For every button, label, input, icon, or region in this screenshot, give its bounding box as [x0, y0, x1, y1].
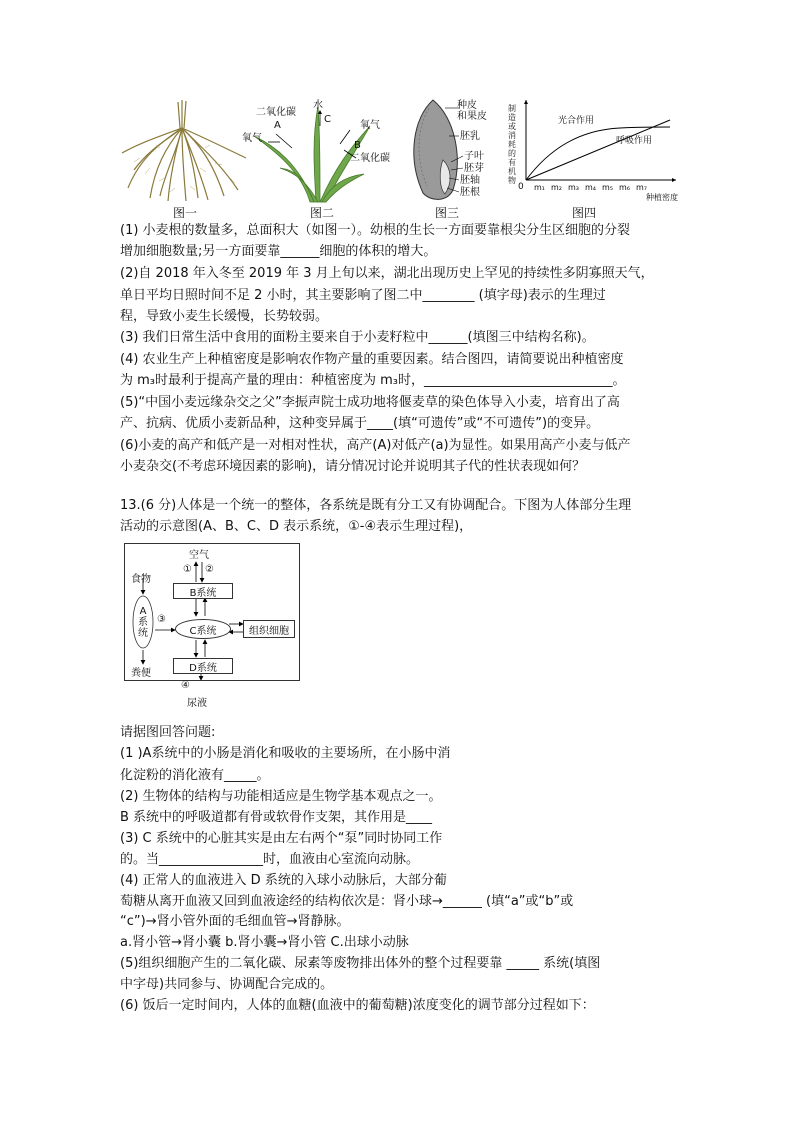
fig4-tick-m5: m₅ — [602, 183, 613, 192]
q13-line: (5)组织细胞产生的二氧化碳、尿素等废物排出体外的整个过程要靠 _____ 系统(填图 — [120, 956, 601, 971]
q12-line: (1) 小麦根的数量多，总面积大（如图一）。幼根的生长一方面要靠根尖分生区细胞的分裂 — [120, 223, 631, 238]
fig2-water-label: 水 — [313, 100, 323, 111]
a-system-char: 统 — [138, 628, 148, 639]
q13-line: (4) 正常人的血液进入 D 系统的入球小动脉后，大部分葡 — [120, 873, 447, 888]
fig3-hypocotyl-label: 胚轴 — [460, 175, 480, 186]
q12-line: (4) 农业生产上种植密度是影响农作物产量的重要因素。结合图四，请简要说出种植密度 — [120, 352, 624, 367]
figure-3-wheat-seed — [405, 98, 505, 220]
q12-line: (5)“中国小麦远缘杂交之父”李振声院士成功地将偃麦草的染色体导入小麦，培育出了高 — [120, 395, 620, 410]
roots-illustration — [120, 98, 250, 203]
fig2-o2-left-label: 氧气 — [242, 133, 262, 144]
fig4-tick-m4: m₄ — [585, 183, 596, 192]
fig2-co2-left-label: 二氧化碳 — [256, 107, 296, 118]
fig4-tick-m3: m₃ — [568, 183, 579, 192]
q13-line: 的。当________________时，血液由心室流向动脉。 — [120, 852, 420, 867]
q12-line: (3) 我们日常生活中食用的面粉主要来自于小麦籽粒中______(填图三中结构名称)。 — [120, 330, 595, 345]
diagram-a-system — [137, 606, 149, 639]
fig3-pericarp-label: 和果皮 — [457, 111, 487, 122]
fig3-radicle-label: 胚根 — [460, 187, 480, 198]
fig2-b-label: B — [354, 140, 361, 151]
fig4-tick-m6: m₆ — [619, 183, 630, 192]
q13-line: 化淀粉的消化液有_____。 — [120, 768, 270, 783]
fig2-c-label: C — [324, 114, 331, 125]
q12-line: 程，导致小麦生长缓慢，长势较弱。 — [120, 309, 329, 324]
human-systems-diagram — [124, 543, 300, 681]
q13-intro-line: 13.(6 分)人体是一个统一的整体，各系统是既有分工又有协调配合。下图为人体部分生理 — [120, 498, 632, 513]
fig2-a-label: A — [274, 120, 281, 131]
diagram-b-system: B系统 — [173, 583, 233, 599]
diagram-d-system: D系统 — [173, 658, 233, 674]
figure-1-roots — [120, 98, 250, 220]
a-system-char: 系 — [138, 617, 148, 628]
q12-line: 小麦杂交(不考虑环境因素的影响)，请分情况讨论并说明其子代的性状表现如何？ — [120, 459, 586, 474]
q13-line: (2) 生物体的结构与功能相适应是生物学基本观点之一。 — [120, 789, 442, 804]
figure-2-caption: 图二 — [310, 206, 335, 220]
q13-line: “c”)→肾小管外面的毛细血管→肾静脉。 — [120, 914, 350, 929]
diagram-process-2: ② — [205, 564, 214, 575]
diagram-process-4: ④ — [181, 680, 190, 691]
figure-3-caption: 图三 — [435, 206, 460, 220]
figure-1-caption: 图一 — [173, 206, 198, 220]
q12-line: 单日平均日照时间不足 2 小时，其主要影响了图二中________ (填字母)表示的生理过 — [120, 288, 606, 303]
diagram-air-label: 空气 — [189, 550, 209, 561]
figure-4-density-graph — [508, 98, 678, 220]
figure-4-caption: 图四 — [572, 206, 597, 220]
fig3-endosperm-label: 胚乳 — [460, 131, 480, 142]
fig3-plumule-label: 胚芽 — [464, 163, 484, 174]
diagram-tissue-cells: 组织细胞 — [243, 620, 295, 638]
fig4-origin-label: 0 — [518, 182, 524, 192]
q13-line: (1 )A系统中的小肠是消化和吸收的主要场所，在小肠中消 — [120, 746, 451, 761]
diagram-process-3: ③ — [157, 614, 166, 625]
q12-line: 产、抗病、优质小麦新品种，这种变异属于____(填“可遗传”或“不可遗传”)的变异。 — [120, 416, 600, 431]
q13-line: a.肾小管→肾小囊 b.肾小囊→肾小管 C.出球小动脉 — [120, 935, 409, 950]
fig4-tick-m1: m₁ — [534, 183, 545, 192]
diagram-c-system: C系统 — [175, 619, 231, 639]
seed-illustration — [405, 98, 505, 203]
photosynthesis-curve — [526, 127, 670, 180]
fig4-photosynthesis-label: 光合作用 — [558, 116, 595, 126]
q12-line: (2)自 2018 年入冬至 2019 年 3 月上旬以来，湖北出现历史上罕见的持续性多阴寡照天气， — [120, 266, 654, 281]
q12-line: 增加细胞数量;另一方面要靠______细胞的体积的增大。 — [120, 244, 437, 259]
fig4-respiration-label: 呼吸作用 — [616, 136, 653, 146]
diagram-food-label: 食物 — [131, 574, 151, 585]
respiration-curve — [526, 120, 670, 180]
fig4-tick-m7: m₇ — [636, 183, 647, 192]
fig4-x-axis-label: 种植密度 — [646, 193, 678, 202]
a-system-char: A — [139, 606, 147, 617]
fig3-cotyledon-label: 子叶 — [464, 151, 484, 162]
diagram-process-1: ① — [183, 564, 192, 575]
fig4-tick-m2: m₂ — [551, 183, 562, 192]
q12-line: (6)小麦的高产和低产是一对相对性状，高产(A)对低产(a)为显性。如果用高产小麦与低产 — [120, 438, 631, 453]
fig4-plot — [520, 98, 680, 193]
diagram-feces-label: 粪便 — [131, 668, 151, 679]
q13-line: 中字母)共同参与、协调配合完成的。 — [120, 977, 334, 992]
q13-line: (3) C 系统中的心脏其实是由左右两个“泵”同时协同工作 — [120, 831, 443, 846]
fig3-seed-coat-label: 种皮 — [457, 100, 477, 111]
q13-intro-line: 活动的示意图(A、B、C、D 表示系统，①-④表示生理过程)， — [120, 519, 473, 534]
figure-2-wheat-plant — [240, 98, 400, 220]
fig2-o2-right-label: 氧气 — [360, 120, 380, 131]
q12-line: 为 m₃时最利于提高产量的理由：种植密度为 m₃时，_____________________________。 — [120, 373, 626, 388]
q13-line: 萄糖从离开血液又回到血液途经的结构依次是：肾小球→______ (填“a”或“b”或 — [120, 894, 574, 909]
fig4-y-axis-label: 制造或消耗的有机物 — [508, 104, 516, 185]
q13-line: 请据图回答问题: — [120, 725, 216, 740]
q13-line: B 系统中的呼吸道都有骨或软骨作支架，其作用是____ — [120, 810, 433, 825]
q13-line: (6) 饭后一定时间内，人体的血糖(血液中的葡萄糖)浓度变化的调节部分过程如下： — [120, 998, 595, 1013]
diagram-urine-label: 尿液 — [187, 698, 207, 709]
fig2-co2-right-label: 二氧化碳 — [350, 153, 390, 164]
